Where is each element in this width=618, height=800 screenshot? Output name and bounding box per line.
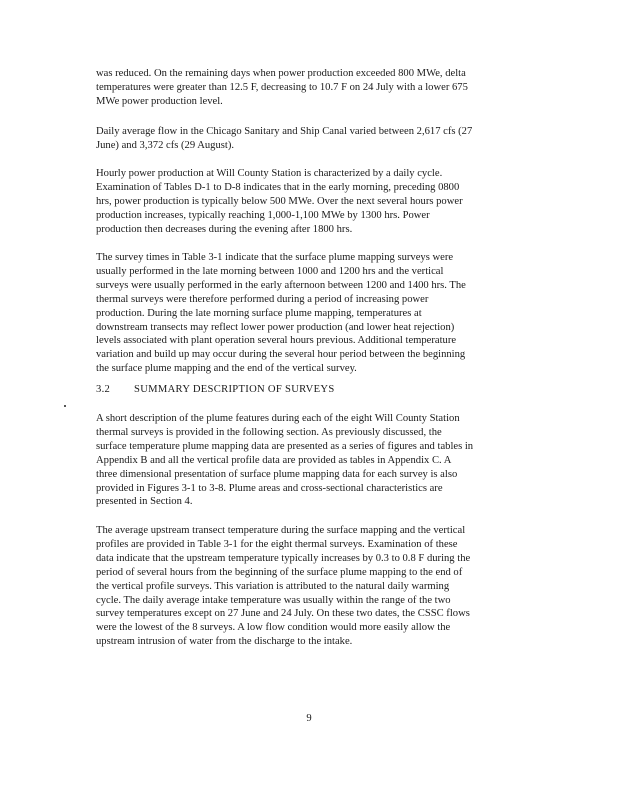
text-line: usually performed in the late morning between 1000 and 1200 hrs and the vertical <box>96 265 444 277</box>
text-line: profiles are provided in Table 3-1 for the eight thermal surveys. Examination of these <box>96 538 458 550</box>
text-line: cycle. The daily average intake temperature was usually within the range of the two <box>96 594 451 606</box>
text-line: The survey times in Table 3-1 indicate that the surface plume mapping surveys were <box>96 252 454 263</box>
text-line: production increases, typically reaching 1,000-1,100 MWe by 1300 hrs. Power <box>96 209 430 221</box>
text-line: provided in Figures 3-1 to 3-8. Plume areas and cross-sectional characteristics are <box>96 482 443 494</box>
section-title: SUMMARY DESCRIPTION OF SURVEYS <box>134 384 335 395</box>
text-line: June) and 3,372 cfs (29 August). <box>96 139 234 151</box>
text-line: thermal surveys is provided in the following section. As previously discussed, the <box>96 426 442 438</box>
text-line: three dimensional presentation of surface plume mapping data for each survey is also <box>96 468 458 480</box>
paragraph-upstream-temperature <box>96 524 526 649</box>
section-heading <box>96 383 335 397</box>
text-line: Hourly power production at Will County Station is characterized by a daily cycle. <box>96 168 443 179</box>
text-line: Examination of Tables D-1 to D-8 indicates that in the early morning, preceding 0800 <box>96 181 460 193</box>
text-line: presented in Section 4. <box>96 496 193 508</box>
text-line: levels associated with plant operation several hours previous. Additional temperature <box>96 335 457 347</box>
text-line: period of several hours from the beginning of the surface plume mapping to the end of <box>96 566 463 578</box>
text-line: survey temperatures except on 27 June and 24 July. On these two dates, the CSSC flows <box>96 608 470 620</box>
page-number: 9 <box>306 713 312 724</box>
text-line: data indicate that the upstream temperature typically increases by 0.3 to 0.8 F during the <box>96 552 471 564</box>
margin-mark <box>64 405 66 407</box>
section-number: 3.2 <box>96 384 111 395</box>
paragraph-hourly-power <box>96 167 526 237</box>
text-line: was reduced. On the remaining days when power production exceeded 800 MWe, delta <box>96 68 466 79</box>
text-line: Daily average flow in the Chicago Sanitary and Ship Canal varied between 2,617 cfs (27 <box>96 126 473 137</box>
text-line: production then decreases during the evening after 1800 hrs. <box>96 223 353 235</box>
paragraph-delta-temperatures <box>96 67 526 109</box>
text-line: A short description of the plume features during each of the eight Will County Station <box>96 413 460 424</box>
text-line: upstream intrusion of water from the discharge to the intake. <box>96 636 353 648</box>
paragraph-canal-flow <box>96 125 526 153</box>
text-line: thermal surveys were therefore performed during a period of increasing power <box>96 293 429 305</box>
text-line: Appendix B and all the vertical profile data are provided as tables in Appendix C. A <box>96 454 452 466</box>
text-line: were the lowest of the 8 surveys. A low flow condition would more easily allow the <box>96 622 451 634</box>
text-line: MWe power production level. <box>96 95 223 107</box>
paragraph-survey-times <box>96 251 526 376</box>
text-line: downstream transects may reflect lower power production (and lower heat rejection) <box>96 321 455 333</box>
text-line: variation and build up may occur during the several hour period between the beginning <box>96 349 466 361</box>
text-line: temperatures were greater than 12.5 F, decreasing to 10.7 F on 24 July with a lower 675 <box>96 81 468 93</box>
text-line: surface temperature plume mapping data are presented as a series of figures and tables in <box>96 440 474 452</box>
text-line: the surface plume mapping and the end of the vertical survey. <box>96 363 357 375</box>
text-line: hrs, power production is typically below 500 MWe. Over the next several hours power <box>96 195 463 207</box>
text-line: production. During the late morning surface plume mapping, temperatures at <box>96 307 422 319</box>
text-line: The average upstream transect temperature during the surface mapping and the vertical <box>96 525 466 536</box>
text-line: the vertical profile surveys. This variation is attributed to the natural daily warming <box>96 580 450 592</box>
paragraph-plume-description <box>96 412 526 509</box>
text-line: surveys were usually performed in the early afternoon between 1200 and 1400 hrs. The <box>96 279 466 291</box>
